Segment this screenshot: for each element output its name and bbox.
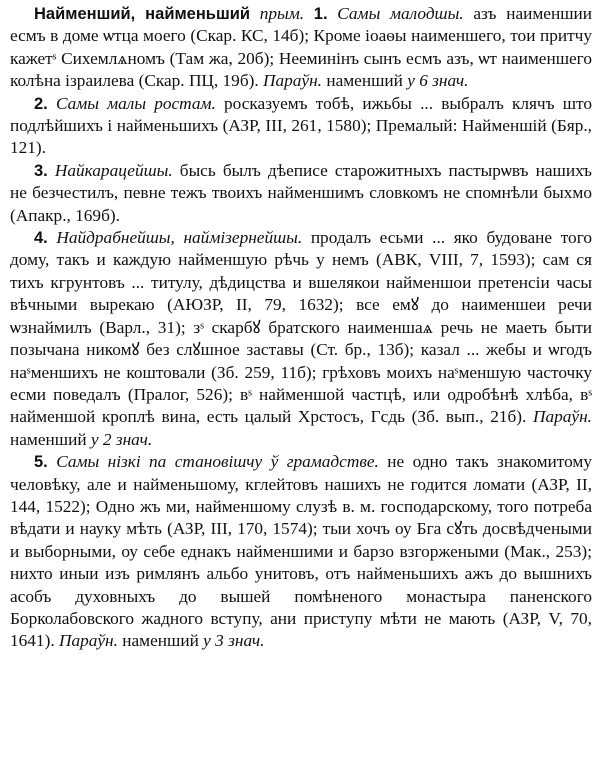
sense-1-number: 1. — [313, 5, 328, 23]
sense-5-paragraph — [10, 451, 592, 653]
sense-2-paragraph — [10, 93, 592, 160]
sense-3-paragraph — [10, 160, 592, 227]
sense-2-citations: росказуемъ тобѣ, ижьбы ... выбралъ клячъ што подлѣйшихъ і найменьшихъ (АЗР, III, 261, 1580); Премалый: Найменшій (Бяр., 121). — [10, 93, 592, 158]
sense-4-compare-ref: у 2 знач. — [90, 429, 153, 449]
entry-headword: Найменший, найменьший — [34, 5, 250, 23]
sense-1-compare-word: наменший — [326, 71, 403, 91]
sense-4-number: 4. — [34, 229, 48, 248]
sense-3-citations: бысь былъ дѣеписе старожитныхъ пастырѡвъ нашихъ не безчестилъ, певне тежъ твоихъ найменшимъ словкомъ не спомнѣли быхмо (Апакр., 169б). — [10, 160, 592, 225]
sense-1-compare-label: Параўн. — [263, 71, 322, 91]
sense-2-gloss: Самы малы ростам. — [55, 93, 216, 113]
sense-4-compare-label: Параўн. — [533, 407, 592, 427]
sense-1-compare-ref: у 6 знач. — [407, 71, 469, 91]
sense-5-gloss: Самы нізкі па становішчу ў грамадстве. — [56, 452, 379, 472]
sense-3-number: 3. — [34, 161, 48, 180]
sense-5-number: 5. — [34, 453, 48, 472]
sense-1-citations: азъ наименшии есмъ в доме ѡтца моего (Скар. КС, 14б); Кроме іоаѳы наименшего, тои притчу кажетˢ Сихемлѧномъ (Там жа, 20б); Нееминінъ сынъ есмъ азъ, ѡт наименшего колѣна ізраилева (Скар. ПЦ, 19б). — [10, 4, 593, 91]
sense-1-gloss: Самы малодшы. — [337, 4, 464, 23]
sense-4-compare-word: наменший — [10, 429, 87, 449]
sense-5-compare-label: Параўн. — [58, 631, 118, 651]
sense-1-paragraph — [10, 3, 592, 93]
sense-4-citations: продалъ есьми ... яко будоване того дому, такъ и каждую найменшую рѣчь у немъ (АВК, VIII, 7, 1593); сам ся тихъ кгрунтовъ ... титулу, дѣдицства и вшелякои найменшои претенсіи часы вѣчными вырекаю (АЮЗР, II, 79, 1632); все емꙋ до наименшеи речи ѡзнаймилъ (Варл., 31); зˢ скарбꙋ братского наименшаѧ речь не маеть быти позычана никомꙋ без слꙋшное заставы (Ст. бр., 13б); казал ... жебы и ѡгодъ наˢменшихъ не коштовали (Зб. 259, 11б); грѣховъ моихъ наˢменшую часточку есми поведалъ (Пралог, 526); вˢ найменшой частцѣ, или одробѣнѣ хлѣба, вˢ найменшой кроплѣ вина, есть цалый Хрстосъ, Гсдь (Зб. вып., 21б). — [10, 228, 592, 427]
sense-5-compare-ref: у 3 знач. — [203, 631, 265, 651]
entry-pos: прым. — [259, 4, 305, 23]
sense-5-compare-word: наменший — [122, 631, 199, 651]
dictionary-entry — [10, 3, 592, 653]
sense-4-gloss: Найдрабнейшы, наймізернейшы. — [56, 228, 303, 248]
sense-2-number: 2. — [34, 94, 48, 113]
sense-4-paragraph — [10, 227, 592, 451]
sense-3-gloss: Найкарацейшы. — [54, 160, 173, 180]
sense-5-citations: не одно такъ знакомитому человѣку, але и найменьшому, кглейтовъ нашихъ не годится ломати (АЗР, II, 144, 1522); Одно жъ ми, найменшому слузѣ в. м. господарскому, того потреба вѣдати и науку мѣть (АЗР, III, 170, 1574); тыи хочъ оу Бга сꙋть досвѣдчеными и выборными, оу себе еднакъ найменшими и барзо взгоржеными (Мак., 253); нихто иныи изъ римлянъ альбо унитовъ, отъ найменьшихъ ажъ до вышнихъ асобъ духовныхъ до вышей помѣненого монастыра паненского Борколабовского жадного вступу, ани приступу мѣти не мають (АЗР, V, 70, 1641). — [10, 452, 592, 651]
